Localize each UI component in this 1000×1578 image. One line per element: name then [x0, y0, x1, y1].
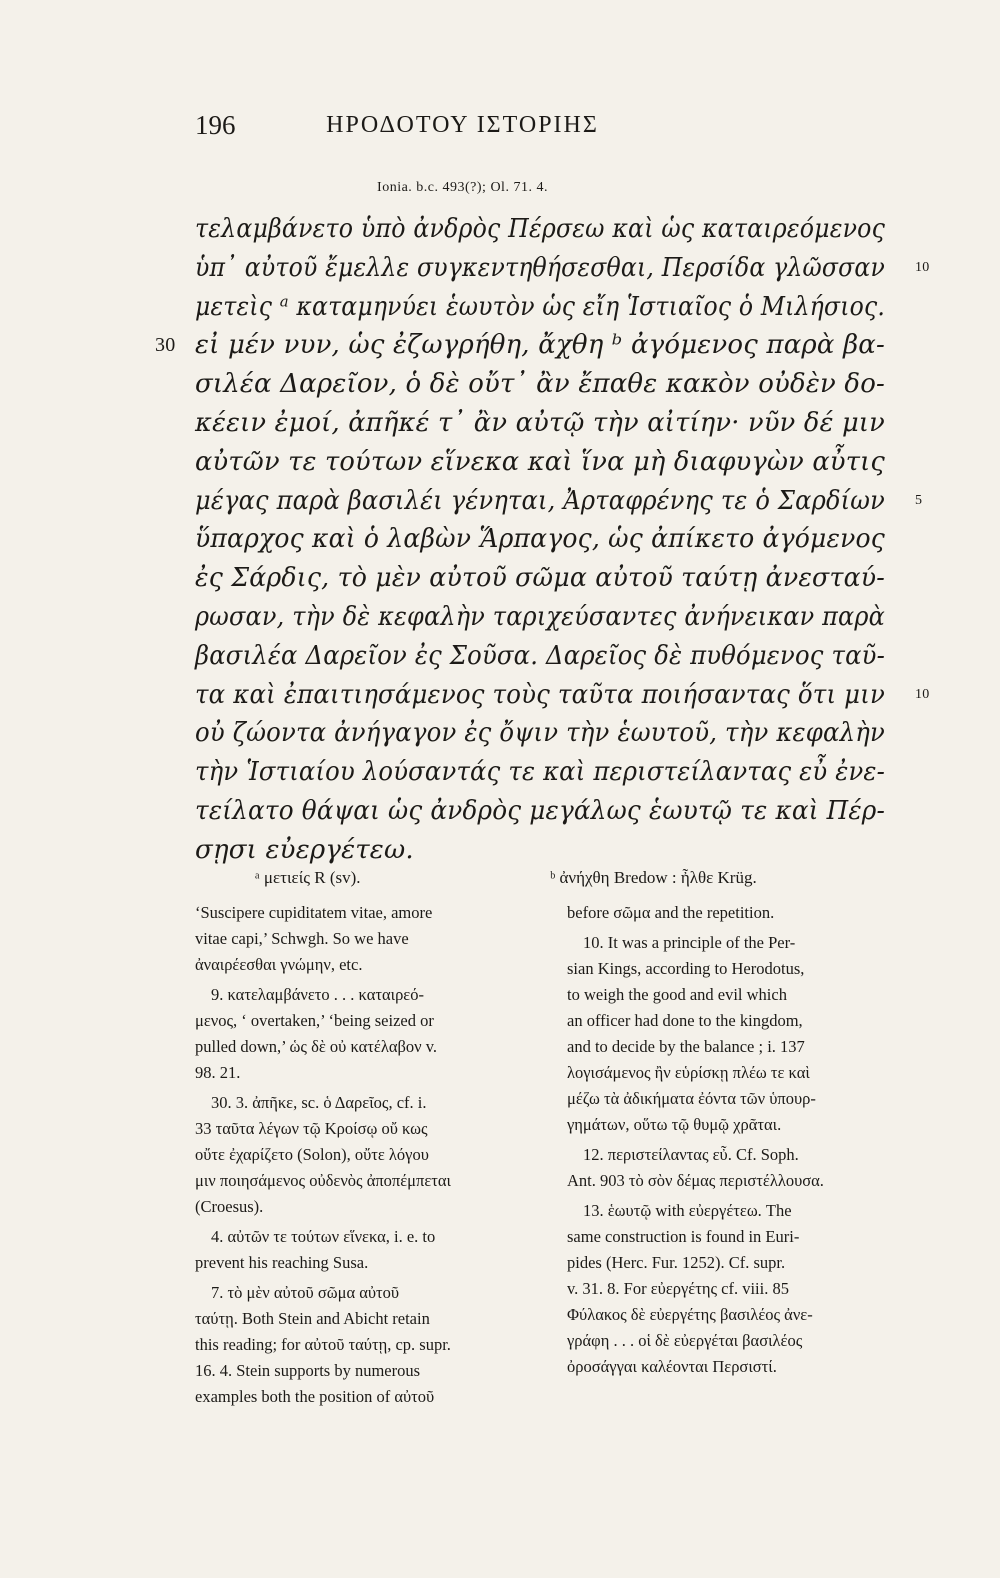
- note-line: 12. περιστείλαντας εὖ. Cf. Soph.: [583, 1145, 799, 1164]
- note-line: same construction is found in Euri-: [567, 1227, 800, 1246]
- note-line: pides (Herc. Fur. 1252). Cf. supr.: [567, 1253, 786, 1272]
- footnotes: [195, 868, 920, 1406]
- commentary-note: [195, 1280, 540, 1410]
- commentary-note: [195, 900, 540, 978]
- line-number: 5: [915, 492, 923, 508]
- note-line: 16. 4. Stein supports by numerous: [195, 1361, 421, 1380]
- commentary-note: [567, 930, 917, 1138]
- text-line: [195, 676, 930, 715]
- note-line: οὔτε ἐχαρίζετο (Solon), οὔτε λόγου: [195, 1145, 429, 1164]
- text-line-content: αὐτῶν τε τούτων εἵνεκα καὶ ἵνα μὴ διαφυγὼν αὖτις: [195, 446, 885, 477]
- note-line: Φύλακος δὲ εὐεργέτης βασιλέος ἀνε-: [567, 1305, 813, 1324]
- note-line: μιν ποιησάμενος οὐδενὸς ἀποπέμπεται: [195, 1171, 451, 1190]
- note-line: 98. 21.: [195, 1063, 241, 1082]
- page-header: [195, 110, 730, 154]
- text-line-content: βασιλέα Δαρεῖον ἐς Σοῦσα. Δαρεῖος δὲ πυθόμενος ταῦ-: [195, 640, 885, 671]
- text-line: [195, 753, 915, 792]
- commentary-note: [567, 900, 917, 926]
- text-line: [155, 326, 915, 365]
- text-line-content: τὴν Ἱστιαίου λούσαντάς τε καὶ περιστείλαντας εὖ ἐνε-: [195, 757, 885, 788]
- text-line: [195, 210, 915, 249]
- text-line: [195, 443, 915, 482]
- page-number: 196: [195, 110, 236, 140]
- note-line: Ant. 903 τὸ σὸν δέμας περιστέλλουσα.: [567, 1171, 824, 1190]
- text-line-content: ἐς Σάρδις, τὸ μὲν αὐτοῦ σῶμα αὐτοῦ ταύτῃ ἀνεσταύ-: [195, 563, 885, 594]
- note-line: γημάτων, οὕτω τῷ θυμῷ χρᾶται.: [567, 1115, 782, 1134]
- text-line: [195, 792, 915, 831]
- note-line: 33 ταῦτα λέγων τῷ Κροίσῳ οὔ κως: [195, 1119, 428, 1138]
- text-line-content: ρωσαν, τὴν δὲ κεφαλὴν ταριχεύσαντες ἀνήνεικαν παρὰ: [195, 601, 885, 632]
- note-line: before σῶμα and the repetition.: [567, 903, 775, 922]
- note-line: this reading; for αὐτοῦ ταύτῃ, cp. supr.: [195, 1335, 451, 1354]
- note-line: 13. ἑωυτῷ with εὐεργέτεω. The: [583, 1201, 792, 1220]
- text-line-content: τείλατο θάψαι ὡς ἀνδρὸς μεγάλως ἑωυτῷ τε καὶ Πέρ-: [195, 795, 885, 826]
- text-line: [195, 365, 915, 404]
- text-line-content: ὕπαρχος καὶ ὁ λαβὼν Ἅρπαγος, ὡς ἀπίκετο ἀγόμενος: [195, 524, 885, 555]
- line-number: 10: [915, 686, 930, 702]
- text-line-content: εἰ μέν νυν, ὡς ἐζωγρήθη, ἄχθη ᵇ ἀγόμενος παρὰ βα-: [195, 330, 885, 361]
- commentary-left-column: [195, 900, 540, 1414]
- note-line: prevent his reaching Susa.: [195, 1253, 369, 1272]
- text-line-content: ὑπ᾽ αὐτοῦ ἔμελλε συγκεντηθήσεσθαι, Περσίδα γλῶσσαν: [195, 252, 885, 283]
- note-line: (Croesus).: [195, 1197, 264, 1216]
- text-line-content: οὐ ζώοντα ἀνήγαγον ἐς ὄψιν τὴν ἑωυτοῦ, τὴν κεφαλὴν: [195, 718, 885, 749]
- text-line-content: σῃσι εὐεργέτεω.: [195, 834, 414, 865]
- chapter-number: 30: [155, 334, 176, 357]
- apparatus-criticus: [195, 868, 920, 898]
- note-line: μενος, ‘ overtaken,’ ‘being seized or: [195, 1011, 434, 1030]
- note-line: 4. αὐτῶν τε τούτων εἵνεκα, i. e. to: [211, 1227, 436, 1246]
- note-line: 7. τὸ μὲν αὐτοῦ σῶμα αὐτοῦ: [211, 1283, 400, 1302]
- note-line: μέζω τὰ ἀδικήματα ἐόντα τῶν ὑπουρ-: [567, 1089, 816, 1108]
- note-line: γράφη . . . οἱ δὲ εὐεργέται βασιλέος: [567, 1331, 803, 1350]
- note-line: ἀναιρέεσθαι γνώμην, etc.: [195, 955, 363, 974]
- text-line: [195, 714, 915, 753]
- text-line: [195, 404, 915, 443]
- text-line: [195, 637, 915, 676]
- commentary-note: [195, 982, 540, 1086]
- note-line: 30. 3. ἀπῆκε, sc. ὁ Δαρεῖος, cf. i.: [211, 1093, 427, 1112]
- note-line: 10. It was a principle of the Per-: [583, 933, 796, 952]
- line-number: 10: [915, 259, 930, 275]
- note-line: pulled down,’ ὡς δὲ οὐ κατέλαβον v.: [195, 1037, 437, 1056]
- note-line: an officer had done to the kingdom,: [567, 1011, 803, 1030]
- note-line: and to decide by the balance ; i. 137: [567, 1037, 805, 1056]
- note-line: examples both the position of αὐτοῦ: [195, 1387, 435, 1406]
- running-title: ΗΡΟΔΟΤΟΥ ΙΣΤΟΡΙΗΣ: [326, 112, 599, 138]
- text-line: [195, 482, 923, 521]
- note-line: v. 31. 8. For εὐεργέτης cf. viii. 85: [567, 1279, 789, 1298]
- commentary-note: [195, 1090, 540, 1220]
- text-line: [195, 598, 915, 637]
- apparatus-note-b: ᵇ ἀνήχθη Bredow : ἦλθε Krüg.: [550, 868, 757, 887]
- note-line: to weigh the good and evil which: [567, 985, 787, 1004]
- apparatus-note-a: ᵃ μετιείς R (sv).: [255, 868, 361, 887]
- note-line: vitae capi,’ Schwgh. So we have: [195, 929, 409, 948]
- note-line: ὀροσάγγαι καλέονται Περσιστί.: [567, 1357, 777, 1376]
- text-line: [195, 520, 915, 559]
- text-line-content: τα καὶ ἐπαιτιησάμενος τοὺς ταῦτα ποιήσαντας ὅτι μιν: [195, 679, 885, 710]
- text-line: [195, 831, 915, 870]
- commentary-note: [567, 1198, 917, 1380]
- commentary-note: [567, 1142, 917, 1194]
- text-line-content: κέειν ἐμοί, ἀπῆκέ τ᾽ ἂν αὐτῷ τὴν αἰτίην· νῦν δέ μιν: [195, 407, 885, 438]
- commentary-right-column: [567, 900, 917, 1384]
- commentary-note: [195, 1224, 540, 1276]
- text-line: [195, 249, 930, 288]
- text-line-content: μετεὶς ᵃ καταμηνύει ἑωυτὸν ὡς εἴη Ἱστιαῖος ὁ Μιλήσιος.: [195, 291, 885, 322]
- note-line: ‘Suscipere cupiditatem vitae, amore: [195, 903, 433, 922]
- note-line: λογισάμενος ἢν εὑρίσκῃ πλέω τε καὶ: [567, 1063, 810, 1082]
- note-line: 9. κατελαμβάνετο . . . καταιρεό-: [211, 985, 424, 1004]
- text-line-content: τελαμβάνετο ὑπὸ ἀνδρὸς Πέρσεω καὶ ὡς καταιρεόμενος: [195, 214, 885, 244]
- text-line-content: σιλέα Δαρεῖον, ὁ δὲ οὔτ᾽ ἂν ἔπαθε κακὸν οὐδὲν δο-: [195, 369, 885, 400]
- greek-main-text: [155, 210, 930, 870]
- note-line: ταύτῃ. Both Stein and Abicht retain: [195, 1309, 430, 1328]
- text-line: [195, 559, 915, 598]
- text-line-content: μέγας παρὰ βασιλέι γένηται, Ἀρταφρένης τε ὁ Σαρδίων: [195, 485, 885, 516]
- text-line: [195, 288, 915, 327]
- chapter-subheading: Ionia. b.c. 493(?); Ol. 71. 4.: [377, 180, 548, 195]
- note-line: sian Kings, according to Herodotus,: [567, 959, 805, 978]
